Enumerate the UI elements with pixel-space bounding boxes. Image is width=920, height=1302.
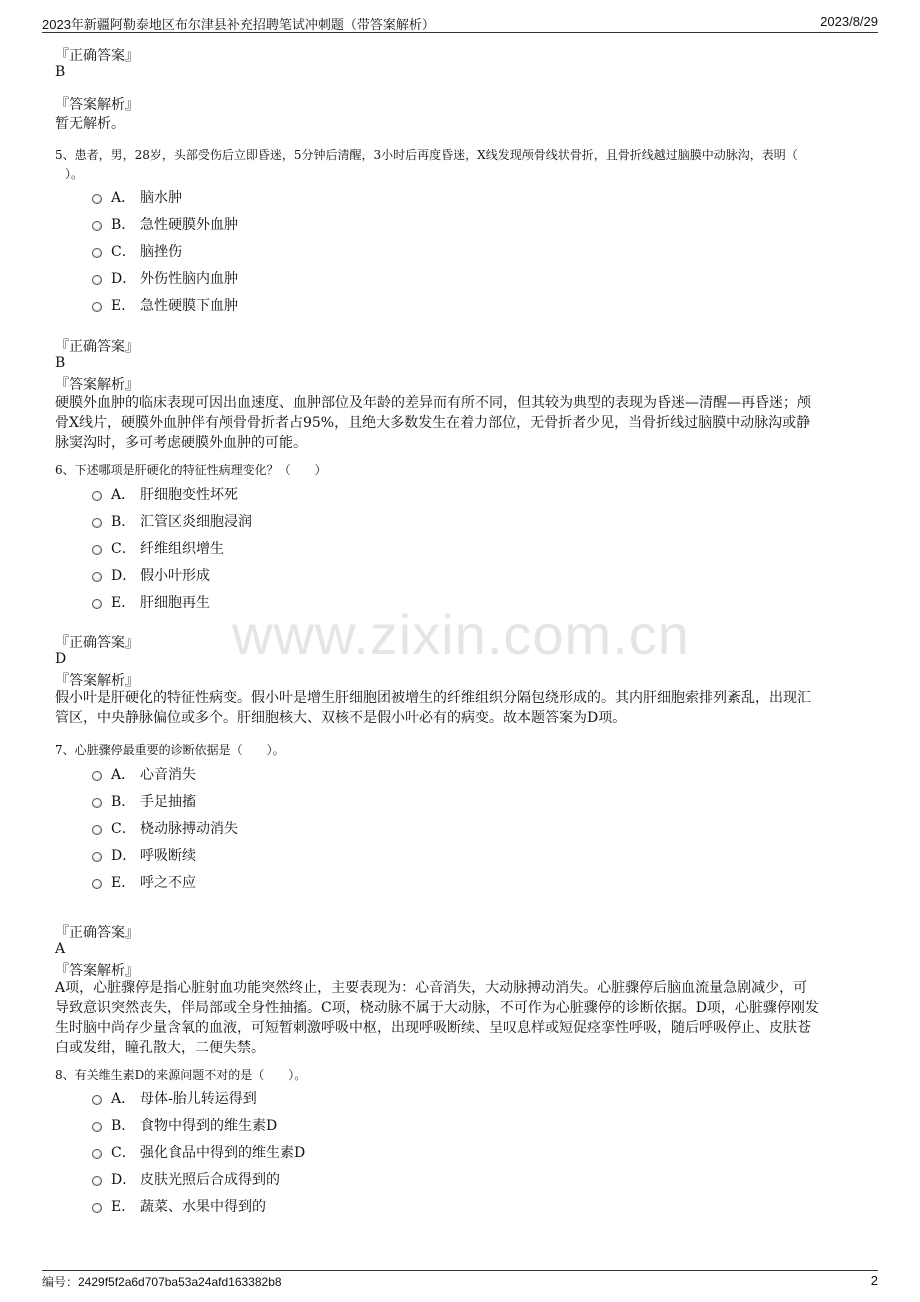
q5-option-a[interactable]: A． 脑水肿 bbox=[92, 187, 182, 207]
q8-option-b[interactable]: B． 食物中得到的维生素D bbox=[92, 1115, 277, 1135]
analysis-label: 『答案解析』 bbox=[55, 377, 139, 393]
radio-icon[interactable] bbox=[92, 248, 102, 258]
q7-option-a[interactable]: A． 心音消失 bbox=[92, 764, 196, 784]
radio-icon[interactable] bbox=[92, 302, 102, 312]
radio-icon[interactable] bbox=[92, 1203, 102, 1213]
page-footer bbox=[42, 1270, 878, 1289]
radio-icon[interactable] bbox=[92, 879, 102, 889]
analysis-label: 『答案解析』 bbox=[55, 97, 139, 113]
answer-label: 『正确答案』 bbox=[55, 339, 139, 355]
q6-option-c[interactable]: C． 纤维组织增生 bbox=[92, 538, 224, 558]
q7-option-d[interactable]: D． 呼吸断续 bbox=[92, 845, 196, 865]
analysis-label: 『答案解析』 bbox=[55, 673, 139, 689]
q6-option-b[interactable]: B． 汇管区炎细胞浸润 bbox=[92, 511, 252, 531]
radio-icon[interactable] bbox=[92, 599, 102, 609]
q7-option-e[interactable]: E． 呼之不应 bbox=[92, 872, 196, 892]
question-6-stem: 6、下述哪项是肝硬化的特征性病理变化？（ ） bbox=[55, 463, 327, 477]
analysis-text: 硬膜外血肿的临床表现可因出血速度、血肿部位及年龄的差异而有所不同，但其较为典型的表现为昏迷—清醒—再昏迷；颅 骨X线片，硬膜外血肿伴有颅骨骨折者占95%，且绝大多数发生在着力部位，无骨折者少见，当骨折线过脑膜中动脉沟或静 脉窦沟时，多可考虑硬膜外血肿的可能。 bbox=[55, 395, 811, 451]
radio-icon[interactable] bbox=[92, 1149, 102, 1159]
radio-icon[interactable] bbox=[92, 771, 102, 781]
radio-icon[interactable] bbox=[92, 518, 102, 528]
radio-icon[interactable] bbox=[92, 825, 102, 835]
answer-value: B bbox=[55, 64, 66, 80]
radio-icon[interactable] bbox=[92, 1122, 102, 1132]
document-date: 2023/8/29 bbox=[820, 14, 878, 29]
watermark: www.zixin.com.cn bbox=[232, 603, 690, 666]
document-title: 2023年新疆阿勒泰地区布尔津县补充招聘笔试冲刺题（带答案解析） bbox=[42, 17, 435, 32]
analysis-label: 『答案解析』 bbox=[55, 963, 139, 979]
q8-option-d[interactable]: D． 皮肤光照后合成得到的 bbox=[92, 1169, 280, 1189]
q6-option-e[interactable]: E． 肝细胞再生 bbox=[92, 592, 210, 612]
q5-option-d[interactable]: D． 外伤性脑内血肿 bbox=[92, 268, 238, 288]
document-code: 编号：2429f5f2a6d707ba53a24afd163382b8 bbox=[42, 1275, 282, 1289]
analysis-text: A项，心脏骤停是指心脏射血功能突然终止，主要表现为：心音消失，大动脉搏动消失。心脏骤停后脑血流量急剧减少，可 导致意识突然丧失，伴局部或全身性抽搐。C项，桡动脉不属于大动脉，不可作为心脏骤停的诊断依据。D项，心脏骤停刚发 生时脑中尚存少量含氧的血液，可短暂刺激呼吸中枢，出现呼吸断续、呈叹息样或短促痉挛性呼吸，随后呼吸停止、皮肤苍 白或发绀，瞳孔散大，二便失禁。 bbox=[55, 980, 819, 1056]
radio-icon[interactable] bbox=[92, 852, 102, 862]
q5-option-e[interactable]: E． 急性硬膜下血肿 bbox=[92, 295, 238, 315]
answer-value: B bbox=[55, 355, 66, 371]
radio-icon[interactable] bbox=[92, 221, 102, 231]
q8-option-e[interactable]: E． 蔬菜、水果中得到的 bbox=[92, 1196, 266, 1216]
q8-option-c[interactable]: C． 强化食品中得到的维生素D bbox=[92, 1142, 305, 1162]
question-5-stem: 5、患者，男，28岁，头部受伤后立即昏迷，5分钟后清醒，3小时后再度昏迷，X线发现颅骨线状骨折，且骨折线越过脑膜中动脉沟，表明（ ）。 bbox=[55, 148, 798, 181]
question-7-stem: 7、心脏骤停最重要的诊断依据是（ ）。 bbox=[55, 743, 285, 757]
radio-icon[interactable] bbox=[92, 194, 102, 204]
page-header bbox=[42, 12, 878, 33]
q6-option-d[interactable]: D． 假小叶形成 bbox=[92, 565, 210, 585]
radio-icon[interactable] bbox=[92, 798, 102, 808]
answer-value: D bbox=[55, 651, 67, 667]
answer-value: A bbox=[55, 941, 66, 957]
radio-icon[interactable] bbox=[92, 275, 102, 285]
q7-option-c[interactable]: C． 桡动脉搏动消失 bbox=[92, 818, 238, 838]
q5-option-c[interactable]: C． 脑挫伤 bbox=[92, 241, 182, 261]
q8-option-a[interactable]: A． 母体-胎儿转运得到 bbox=[92, 1088, 257, 1108]
answer-label: 『正确答案』 bbox=[55, 635, 139, 651]
radio-icon[interactable] bbox=[92, 1176, 102, 1186]
question-8-stem: 8、有关维生素D的来源问题不对的是（ ）。 bbox=[55, 1068, 307, 1082]
radio-icon[interactable] bbox=[92, 491, 102, 501]
analysis-text: 暂无解析。 bbox=[55, 116, 125, 132]
page-number: 2 bbox=[870, 1273, 878, 1288]
analysis-text: 假小叶是肝硬化的特征性病变。假小叶是增生肝细胞团被增生的纤维组织分隔包绕形成的。其内肝细胞索排列紊乱，出现汇 管区，中央静脉偏位或多个。肝细胞核大、双核不是假小叶必有的病变。故本题答案为D项。 bbox=[55, 690, 811, 726]
radio-icon[interactable] bbox=[92, 572, 102, 582]
q7-option-b[interactable]: B． 手足抽搐 bbox=[92, 791, 196, 811]
q6-option-a[interactable]: A． 肝细胞变性坏死 bbox=[92, 484, 238, 504]
radio-icon[interactable] bbox=[92, 1095, 102, 1105]
answer-label: 『正确答案』 bbox=[55, 48, 139, 64]
answer-label: 『正确答案』 bbox=[55, 925, 139, 941]
radio-icon[interactable] bbox=[92, 545, 102, 555]
q5-option-b[interactable]: B． 急性硬膜外血肿 bbox=[92, 214, 238, 234]
